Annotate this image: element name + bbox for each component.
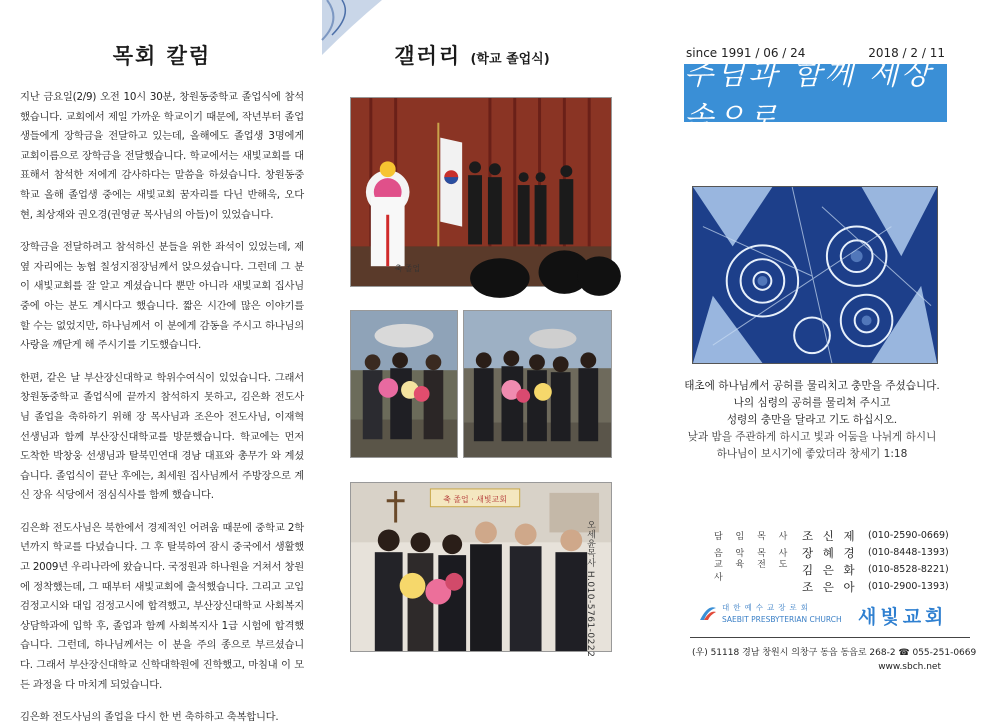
cover-message-line-3: 성령의 충만을 달라고 기도 하십시오. xyxy=(726,414,898,426)
gallery-title-main: 갤러리 xyxy=(394,44,462,68)
wreath-label: 축 졸업 xyxy=(394,264,421,274)
column-closing: 김은화 전도사님의 졸업을 다시 한 번 축하하고 축복합니다. xyxy=(20,711,279,724)
church-logo-icon xyxy=(698,602,718,622)
cover-banner xyxy=(684,57,947,136)
staff-name: 김 은 화 xyxy=(802,562,858,577)
gallery-subtitle: (학교 졸업식) xyxy=(470,52,550,67)
staff-phone: (010-8528-8221) xyxy=(868,564,949,575)
staff-name: 조 신 제 xyxy=(802,528,858,543)
denomination-korean: 대한예수교장로회 xyxy=(722,603,812,612)
pastor-column xyxy=(0,0,322,724)
scripture-line-2: 하나님이 보시기에 좋았더라 창세기 1:18 xyxy=(716,448,908,460)
scripture-quote xyxy=(662,429,962,463)
staff-list xyxy=(714,527,964,595)
staff-row xyxy=(714,527,964,544)
column-paragraph-3: 한편, 같은 날 부산장신대학교 학위수여식이 있었습니다. 그래서 창원동중학교 졸업식에 끝까지 참석하지 못하고, 김은화 전도사님 졸업을 축하하기 위해 장 목사님과 조은아 전도사님, 이재혁 선생님과 함께 부산장신대학교를 방문했습니다. 학교에는 먼저 도착한 박창웅 선생님과 탈북민연대 경남 대표와 총무가 와 계셨습니다. 졸업식이 끝난 후에는, 최세원 집사님께서 주방장으로 계신 장유 식당에서 점심식사를 함께 했습니다. xyxy=(20,371,304,502)
photo-graduates-indoor xyxy=(350,482,612,652)
staff-name: 장 혜 경 xyxy=(802,545,858,560)
staff-role: 교 육 전 도 사 xyxy=(714,559,793,583)
staff-role: 음 악 목 사 xyxy=(714,549,793,559)
cover-banner-title: 주님과 함께 세상 속으로 xyxy=(684,57,933,136)
staff-phone: (010-2590-0669) xyxy=(868,530,949,541)
staff-phone: (010-2900-1393) xyxy=(868,581,949,592)
side-phone-number: 오세윤목사 H.010-5761-0222 xyxy=(585,520,595,658)
indoor-banner-text: 축 졸업 · 새빛교회 xyxy=(443,494,507,504)
photo-ceremony-stage xyxy=(350,97,612,287)
staff-phone: (010-8448-1393) xyxy=(868,547,949,558)
cover-message-line-1: 태초에 하나님께서 공허를 물리치고 충만을 주셨습니다. xyxy=(684,380,940,392)
column-paragraph-2: 장학금을 전달하려고 참석하신 분들을 위한 좌석이 있었는데, 제 옆 자리에는 농협 칠성지점장님께서 앉으셨습니다. 그런데 그 분이 새빛교회를 잘 알고 계셨습니다 뿐만 아니라 새빛교회 집사님 중에 아는 분도 계시다고 했습니다. 짧은 시간에 많은 이야기를 할 수는 없었지만, 하나님께서 이 분에게 감동을 주시고 하나님의 사랑을 깨닫게 해 주시기를 기도했습니다. xyxy=(20,241,304,352)
staff-role: 담 임 목 사 xyxy=(714,532,793,542)
corner-decoration xyxy=(322,0,402,60)
column-body xyxy=(20,88,304,728)
church-english-name: SAEBIT PRESBYTERIAN CHURCH xyxy=(722,615,842,624)
gallery-column xyxy=(322,0,622,690)
cover-message xyxy=(662,378,962,429)
cover-message-line-2: 나의 심령의 공허를 물리쳐 주시고 xyxy=(733,397,891,409)
column-title: 목회 칼럼 xyxy=(112,44,212,68)
bulletin-cover xyxy=(622,0,985,690)
staff-row xyxy=(714,559,964,583)
column-paragraph-4: 김은화 전도사님은 북한에서 경제적인 어려움 때문에 중학교 2학년까지 학교를 다녔습니다. 그 후 탈북하여 잠시 중국에서 생활했고 2009년 우리나라에 왔습니다. 국정원과 하나원을 거쳐서 창원에 정착했는데, 그 때부터 새빛교회에 출석했습니다. 그리고 고입 검정고시와 대입 검정고시에 합격했고, 부산장신대학교 사회복지상담학과에 입학 후, 졸업과 함께 사회복지사 1급 시험에 합격했습니다. 그런데, 하나님께서는 이 분을 주의 종으로 부르셨습니다. 그래서 부산장신대학교 신학대학원에 진학했고, 마침내 이 모든 과정을 다 마치게 되었습니다. xyxy=(20,521,304,691)
cover-artwork xyxy=(692,186,938,364)
church-denomination xyxy=(722,602,842,624)
church-address: (우) 51118 경남 창원시 의창구 동읍 동읍로 268-2 ☎ 055-251-0669 xyxy=(692,648,977,658)
column-paragraph-1: 지난 금요일(2/9) 오전 10시 30분, 창원동중학교 졸업식에 참석했습니다. 교회에서 제일 가까운 학교이기 때문에, 작년부터 졸업생들에게 장학금을 전달하고 있는데, 올해에도 졸업생 3명에게 교회이름으로 장학금을 전달했습니다. 학교에서는 새빛교회를 대표해서 참석한 저에게 감사하다는 말씀을 하셨습니다. 창원동중학교 올해 졸업생 중에는 새빛교회 꿈자리를 다닌 반해욱, 오다현, 최상재와 권오경(권영균 목사님의 아들)이 있었습니다. xyxy=(20,91,304,221)
photo-graduates-outdoor-2 xyxy=(463,310,612,458)
church-website: www.sbch.net xyxy=(878,662,941,672)
bulletin-date: 2018 / 2 / 11 xyxy=(868,46,945,60)
scripture-line-1: 낮과 밤을 주관하게 하시고 빛과 어둠을 나뉘게 하시니 xyxy=(687,431,937,443)
church-name: 새빛교회 xyxy=(858,606,948,628)
staff-name: 조 은 아 xyxy=(802,579,858,594)
photo-graduates-outdoor-1 xyxy=(350,310,458,458)
founded-date: since 1991 / 06 / 24 xyxy=(686,46,806,60)
footer-divider xyxy=(690,637,970,638)
